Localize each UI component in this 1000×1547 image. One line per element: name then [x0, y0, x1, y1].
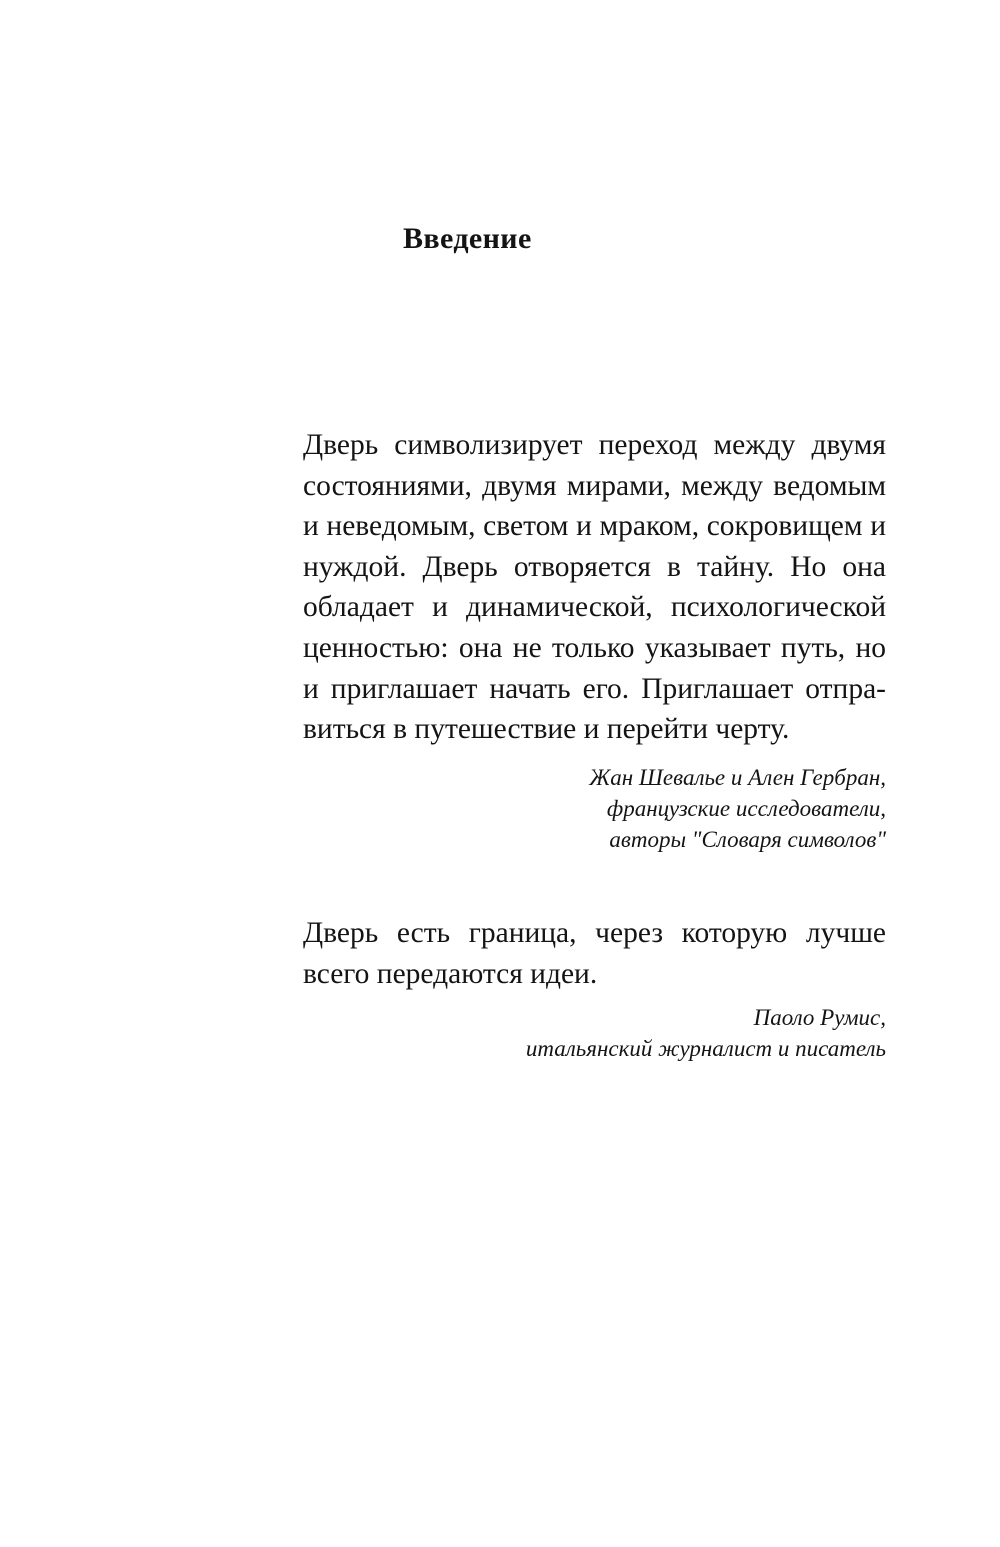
- attribution-line: Жан Шевалье и Ален Гербран,: [589, 764, 886, 790]
- chapter-title: Введение: [403, 222, 532, 255]
- epigraph-attribution: [303, 762, 886, 855]
- attribution-line: итальянский журналист и писатель: [525, 1036, 886, 1062]
- attribution-line: французские исследователи,: [606, 795, 886, 821]
- epigraph: [303, 913, 886, 1064]
- epigraph-quote: Дверь есть граница, через которую лучше всего передаются идеи.: [303, 917, 886, 990]
- epigraph: [303, 425, 886, 855]
- epigraph-attribution: [303, 1002, 886, 1064]
- attribution-line: Паоло Румис,: [753, 1005, 886, 1031]
- epigraph-quote: Дверь символизирует переход между двумя состояниями, двумя мирами, между ведомым и неведомым, светом и мраком, сокровищем и нуждой. Дверь отворяется в тайну. Но она обладает и динамической, психологической ценностью: она не только указывает путь, но и приглашает начать его. Приглашает отправиться в путешествие и перейти черту.: [303, 429, 886, 746]
- attribution-line: авторы "Словаря символов": [609, 826, 886, 852]
